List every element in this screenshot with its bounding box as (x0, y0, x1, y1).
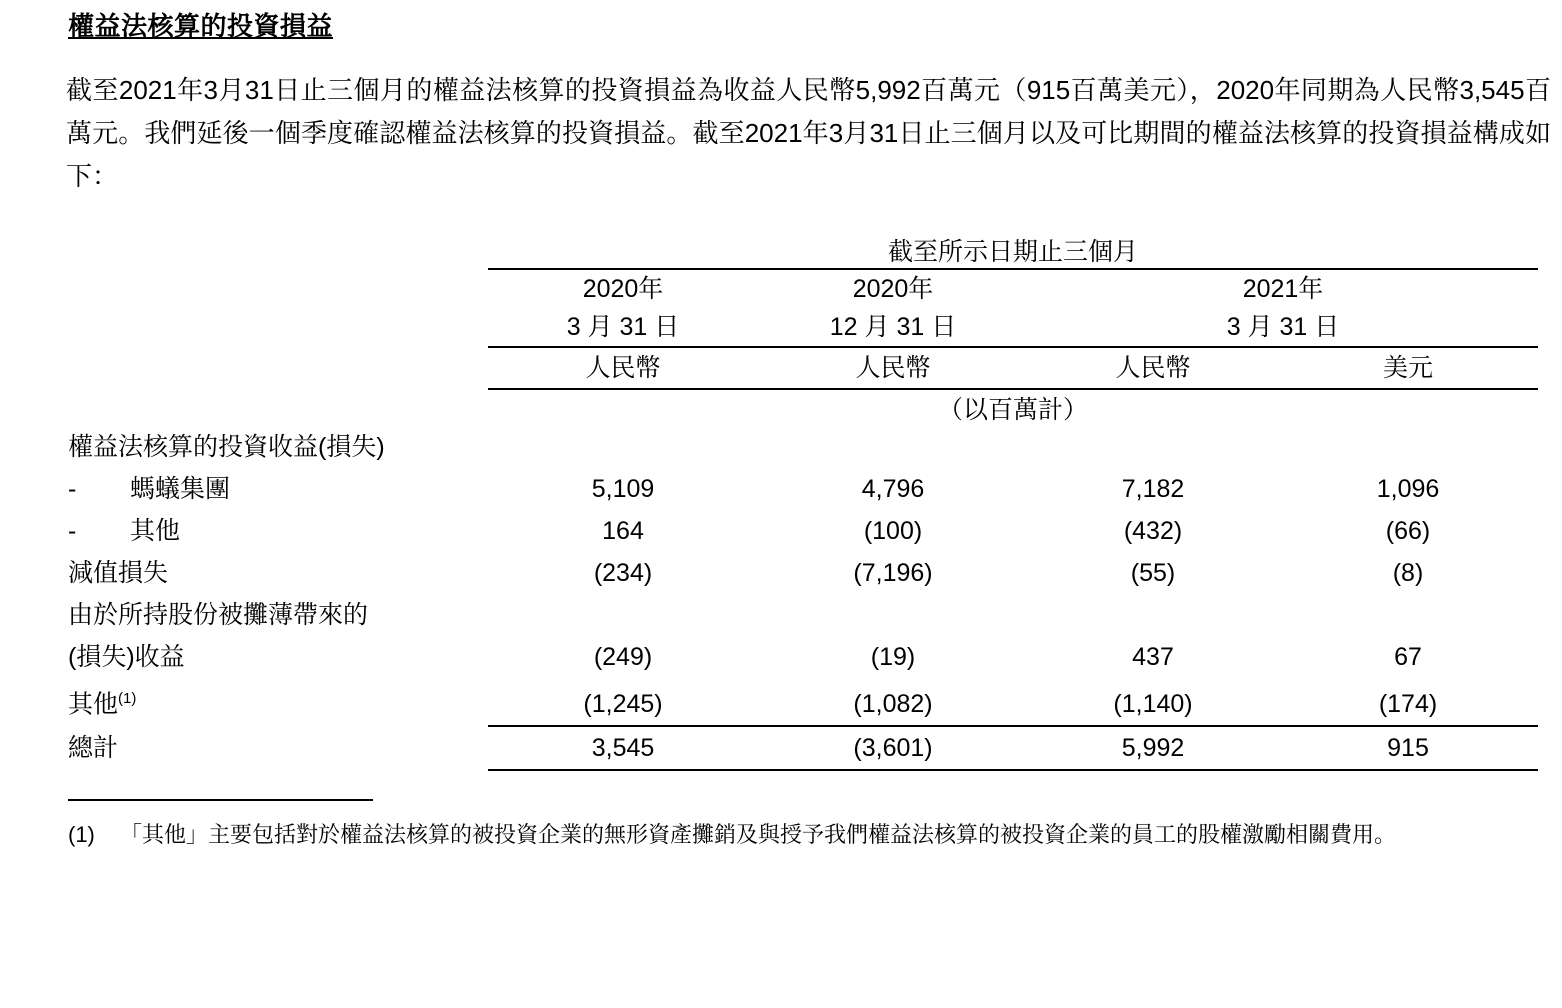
span-header: 截至所示日期止三個月 (887, 238, 1138, 266)
footnote (68, 817, 1548, 853)
row-value: (66) (1385, 517, 1431, 545)
col-year-2: 2021年 (1242, 275, 1324, 303)
table-row (68, 678, 1538, 725)
total-value: 5,992 (1121, 734, 1185, 763)
row-value: 67 (1394, 643, 1422, 671)
table-date-row (68, 308, 1538, 346)
row-value: 5,109 (591, 475, 655, 503)
row-label: 螞蟻集團 (130, 475, 231, 503)
group-label: 權益法核算的投資收益(損失) (68, 433, 385, 461)
row-value: (432) (1123, 517, 1183, 545)
table-row (68, 636, 1538, 678)
equity-method-table (68, 232, 1538, 771)
row-value: 437 (1132, 643, 1174, 671)
row-value: (249) (593, 643, 653, 671)
section-title: 權益法核算的投資損益 (68, 11, 334, 41)
table-row (68, 594, 1538, 636)
document-page (0, 6, 1562, 1008)
row-value: 4,796 (861, 475, 925, 503)
total-label: 總計 (68, 734, 119, 763)
row-label: 減值損失 (68, 559, 169, 587)
footnote-text: 「其他」主要包括對於權益法核算的被投資企業的無形資產攤銷及與授予我們權益法核算的被投資企業的員工的股權激勵相關費用。 (120, 822, 1397, 848)
table-row (68, 468, 1538, 510)
row-value: 1,096 (1376, 475, 1440, 503)
row-label: 其他 (68, 690, 119, 719)
footnote-mark: (1) (68, 822, 95, 848)
row-value (488, 594, 758, 636)
row-value: (55) (1130, 559, 1176, 587)
row-value: 164 (602, 517, 644, 545)
col-currency-2: 人民幣 (1115, 354, 1191, 382)
footnote-ref: (1) (118, 690, 137, 707)
row-value: (174) (1378, 690, 1438, 719)
total-value: (3,601) (853, 734, 933, 763)
total-value: 915 (1387, 734, 1429, 763)
row-label: 由於所持股份被攤薄帶來的 (68, 601, 369, 629)
col-currency-1: 人民幣 (855, 354, 931, 382)
row-dash: - (68, 517, 77, 545)
col-date-0: 3 月 31 日 (566, 313, 680, 341)
row-value: (19) (870, 643, 916, 671)
col-currency-0: 人民幣 (585, 354, 661, 382)
total-value: 3,545 (591, 734, 655, 763)
table-total-row (68, 727, 1538, 769)
row-value: (8) (1392, 559, 1424, 587)
col-date-2: 3 月 31 日 (1226, 313, 1340, 341)
table-row (68, 510, 1538, 552)
col-year-1: 2020年 (852, 275, 934, 303)
row-value (1278, 594, 1538, 636)
table-year-row (68, 270, 1538, 308)
table-unit-row (68, 390, 1538, 426)
row-value: (1,140) (1113, 690, 1193, 719)
row-value: (1,245) (583, 690, 663, 719)
row-value: 7,182 (1121, 475, 1185, 503)
row-label: (損失)收益 (68, 643, 185, 671)
rule-row-total-bottom (68, 769, 1538, 771)
col-year-0: 2020年 (582, 275, 664, 303)
row-label: 其他 (130, 517, 181, 545)
unit-note: （以百萬計） (937, 396, 1088, 424)
col-currency-3: 美元 (1382, 354, 1433, 382)
row-value: (100) (863, 517, 923, 545)
row-value: (234) (593, 559, 653, 587)
table-currency-row (68, 348, 1538, 388)
section-paragraph: 截至2021年3月31日止三個月的權益法核算的投資損益為收益人民幣5,992百萬元（915百萬美元），2020年同期為人民幣3,545百萬元。我們延後一個季度確認權益法核算的投資損益。截至2021年3月31日止三個月以及可比期間的權益法核算的投資損益構成如下： (66, 75, 1551, 191)
table-span-header-row (68, 232, 1538, 268)
row-value: (7,196) (853, 559, 933, 587)
table-row (68, 552, 1538, 594)
col-date-1: 12 月 31 日 (829, 313, 957, 341)
footnote-divider (68, 799, 373, 801)
row-value (1028, 594, 1278, 636)
row-value: (1,082) (853, 690, 933, 719)
row-value (758, 594, 1028, 636)
table-group-label-row (68, 426, 1538, 468)
row-dash: - (68, 475, 77, 503)
